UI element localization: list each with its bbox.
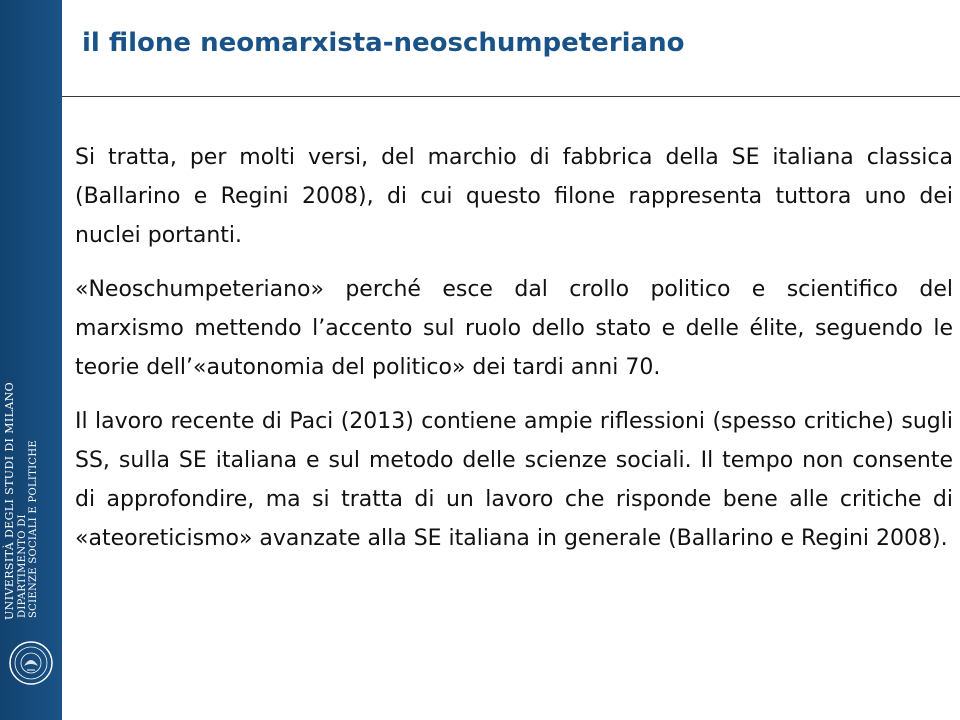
slide-body (75, 138, 953, 573)
sidebar (0, 0, 62, 720)
slide-title: il filone neomarxista-neoschumpeteriano (82, 28, 685, 58)
paragraph-1: Si tratta, per molti versi, del marchio di fabbrica della SE italiana classica (Ballarino e Regini 2008), di cui questo filone rappresenta tuttora uno dei nuclei portanti. (75, 145, 953, 248)
paragraph-3: Il lavoro recente di Paci (2013) contiene ampie riflessioni (spesso critiche) sugli SS, sulla SE italiana e sul metodo delle scienze sociali. Il tempo non consente di approfondire, ma si tratta di un lavoro che risponde bene alle critiche di «ateoreticismo» avanzate alla SE italiana in generale (Ballarino e Regini 2008). (75, 409, 953, 551)
department-line-2: SCIENZE SOCIALI E POLITICHE (28, 440, 40, 618)
department-line-1: DIPARTIMENTO DI (16, 514, 28, 618)
paragraph-2: «Neoschumpeteriano» perché esce dal crollo politico e scientifico del marxismo mettendo l’accento sul ruolo dello stato e delle élite, seguendo le teorie dell’«autonomia del politico» dei tardi anni 70. (75, 277, 953, 380)
university-name: UNIVERSITÀ DEGLI STUDI DI MILANO (3, 381, 16, 620)
slide-header (62, 0, 960, 97)
university-seal-icon (8, 640, 54, 686)
